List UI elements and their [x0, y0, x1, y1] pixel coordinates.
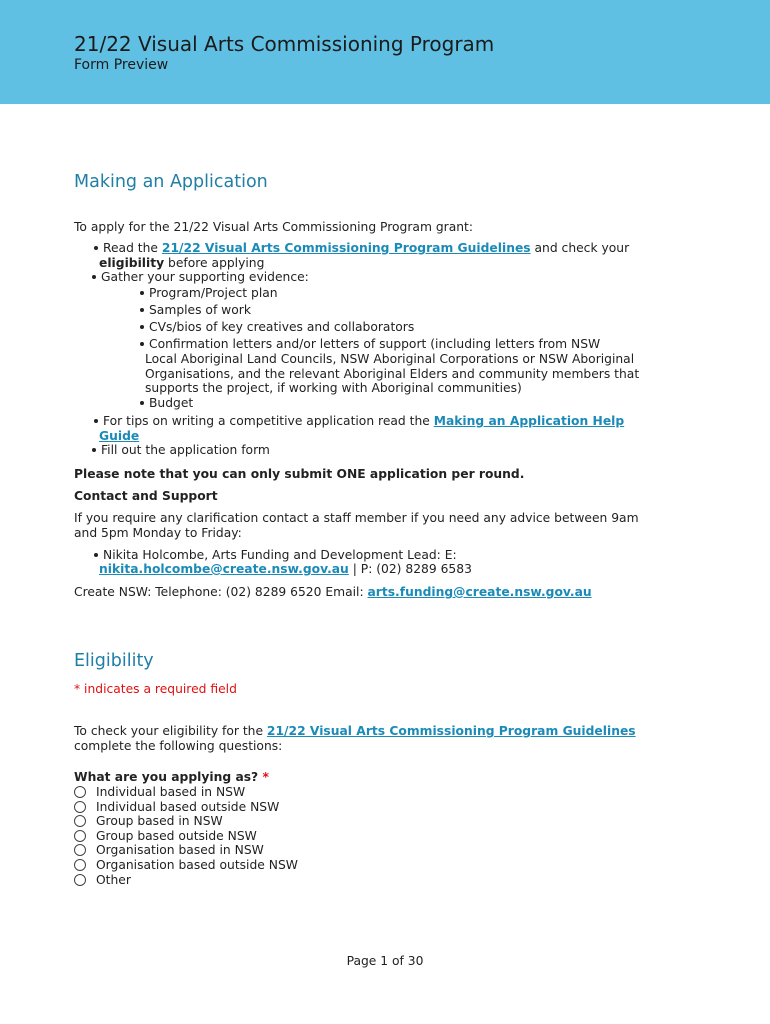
one-application-note: Please note that you can only submit ONE application per round.	[74, 467, 525, 481]
option-organisation-outside-nsw[interactable]: Organisation based outside NSW	[74, 858, 298, 873]
bullet-icon	[140, 308, 144, 312]
applying-as-question: What are you applying as? *	[74, 770, 269, 784]
sub-item-letters-l3: Organisations, and the relevant Aboriginal Elders and community members that	[145, 367, 640, 381]
sub-item-letters: Confirmation letters and/or letters of support (including letters from NSW	[140, 337, 600, 352]
contact-text-l1: If you require any clarification contact a staff member if you need any advice between 9am	[74, 511, 639, 525]
eligibility-heading: Eligibility	[74, 651, 154, 671]
list-item-tips: For tips on writing a competitive application read the Making an Application Help	[94, 414, 624, 429]
radio-button-icon[interactable]	[74, 786, 86, 798]
intro-text: To apply for the 21/22 Visual Arts Commissioning Program grant:	[74, 220, 473, 234]
bullet-icon	[94, 553, 98, 557]
option-group-outside-nsw[interactable]: Group based outside NSW	[74, 829, 257, 844]
making-application-heading: Making an Application	[74, 172, 268, 192]
radio-button-icon[interactable]	[74, 801, 86, 813]
option-organisation-nsw[interactable]: Organisation based in NSW	[74, 843, 264, 858]
contact-heading: Contact and Support	[74, 489, 218, 503]
create-nsw-contact: Create NSW: Telephone: (02) 8289 6520 Email: arts.funding@create.nsw.gov.au	[74, 585, 592, 599]
radio-button-icon[interactable]	[74, 859, 86, 871]
contact-person-cont: nikita.holcombe@create.nsw.gov.au | P: (02) 8289 6583	[99, 562, 472, 576]
bullet-icon	[140, 342, 144, 346]
option-group-nsw[interactable]: Group based in NSW	[74, 814, 223, 829]
list-item-tips-cont	[99, 429, 139, 444]
list-item-guidelines-cont: eligibility before applying	[99, 256, 265, 270]
sub-item-samples: Samples of work	[140, 303, 251, 318]
help-guide-link[interactable]: Making an Application Help	[433, 414, 625, 428]
sub-item-letters-l4: supports the project, if working with Aboriginal communities)	[145, 381, 522, 395]
radio-button-icon[interactable]	[74, 844, 86, 856]
list-item-fill-form: Fill out the application form	[92, 443, 270, 458]
bullet-icon	[92, 275, 96, 279]
arts-funding-email-link[interactable]: arts.funding@create.nsw.gov.au	[367, 585, 592, 599]
required-field-note: * indicates a required field	[74, 682, 237, 696]
list-item-guidelines: Read the 21/22 Visual Arts Commissioning Program Guidelines and check your	[94, 241, 629, 256]
option-other[interactable]: Other	[74, 873, 131, 888]
contact-text-l2: and 5pm Monday to Friday:	[74, 526, 242, 540]
page-number: Page 1 of 30	[346, 954, 424, 968]
nikita-email-link[interactable]: nikita.holcombe@create.nsw.gov.au	[99, 562, 349, 576]
bullet-icon	[92, 448, 96, 452]
sub-item-letters-l2: Local Aboriginal Land Councils, NSW Aboriginal Corporations or NSW Aboriginal	[145, 352, 635, 366]
radio-button-icon[interactable]	[74, 815, 86, 827]
radio-button-icon[interactable]	[74, 874, 86, 886]
bullet-icon	[94, 419, 98, 423]
bullet-icon	[140, 401, 144, 405]
option-individual-nsw[interactable]: Individual based in NSW	[74, 785, 245, 800]
contact-person: Nikita Holcombe, Arts Funding and Development Lead: E:	[94, 548, 457, 563]
sub-item-budget: Budget	[140, 396, 193, 411]
bullet-icon	[140, 325, 144, 329]
help-guide-link-cont[interactable]: Guide	[99, 429, 140, 443]
sub-item-plan: Program/Project plan	[140, 286, 278, 301]
radio-button-icon[interactable]	[74, 830, 86, 842]
bullet-icon	[94, 246, 98, 250]
eligibility-check-text: To check your eligibility for the 21/22 Visual Arts Commissioning Program Guidelines	[74, 724, 636, 738]
form-title: 21/22 Visual Arts Commissioning Program	[74, 32, 495, 56]
eligibility-check-text-l2: complete the following questions:	[74, 739, 283, 753]
list-item-evidence: Gather your supporting evidence:	[92, 270, 309, 285]
form-subtitle: Form Preview	[74, 57, 169, 73]
bullet-icon	[140, 291, 144, 295]
option-individual-outside-nsw[interactable]: Individual based outside NSW	[74, 800, 279, 815]
guidelines-link[interactable]: 21/22 Visual Arts Commissioning Program Guidelines	[161, 241, 531, 255]
sub-item-cvs: CVs/bios of key creatives and collaborators	[140, 320, 414, 335]
required-asterisk: *	[262, 770, 269, 784]
form-header	[0, 0, 770, 104]
eligibility-guidelines-link[interactable]: 21/22 Visual Arts Commissioning Program Guidelines	[266, 724, 636, 738]
